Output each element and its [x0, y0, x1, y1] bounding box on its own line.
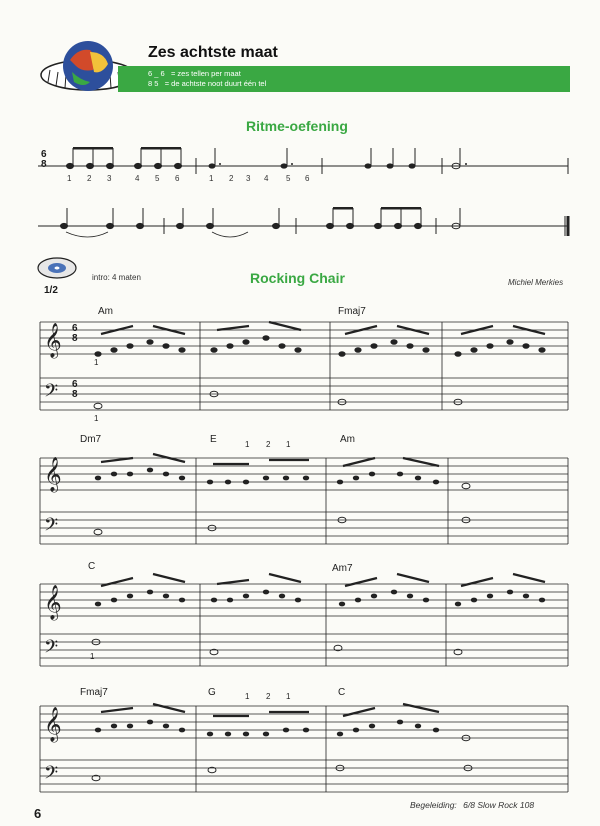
- svg-text:𝄢: 𝄢: [44, 762, 59, 787]
- rhythm-time-sig-bottom: 8: [41, 159, 47, 170]
- svg-text:𝄞: 𝄞: [44, 458, 62, 491]
- footer-label: Begeleiding:: [410, 800, 457, 810]
- footer-value: 6/8 Slow Rock 108: [463, 800, 535, 810]
- treble-time-sig-top: 6: [72, 323, 78, 334]
- chord-row3-1: C: [88, 561, 96, 572]
- count-1-1: 1: [67, 174, 72, 183]
- chord-row3-2: Am7: [332, 563, 353, 574]
- chord-row2-3: Am: [340, 434, 355, 445]
- chord-row4-3: C: [338, 687, 346, 698]
- chord-row2-2: E: [210, 434, 217, 445]
- finger-row2-3: 1: [286, 440, 291, 449]
- finger-bass-row3: 1: [90, 652, 95, 661]
- count-2-4: 4: [264, 174, 269, 183]
- finger-bass-row1: 1: [94, 414, 99, 423]
- cd-icon: [36, 252, 78, 282]
- accompaniment-info: [410, 800, 534, 810]
- svg-text:𝄢: 𝄢: [44, 636, 59, 661]
- bass-time-signature: [72, 380, 78, 400]
- info-sig-2: 8 5: [148, 79, 159, 88]
- count-2-6: 6: [305, 174, 310, 183]
- count-2-5: 5: [286, 174, 291, 183]
- svg-text:𝄞: 𝄞: [44, 586, 62, 619]
- treble-time-signature: [72, 324, 78, 344]
- count-2-1: 1: [209, 174, 214, 183]
- finger-row4-1: 1: [245, 692, 250, 701]
- count-1-5: 5: [155, 174, 160, 183]
- count-2-2: 2: [229, 174, 234, 183]
- chord-row4-2: G: [208, 687, 216, 698]
- treble-time-sig-bottom: 8: [72, 333, 78, 344]
- svg-text:𝄞: 𝄞: [44, 708, 62, 741]
- page-title: Zes achtste maat: [148, 44, 278, 61]
- chord-row1-2: Fmaj7: [338, 306, 366, 317]
- rhythm-time-signature: [41, 150, 47, 170]
- count-1-3: 3: [107, 174, 112, 183]
- chord-row1-1: Am: [98, 306, 113, 317]
- bass-time-sig-bottom: 8: [72, 389, 78, 400]
- info-text-1: = zes tellen per maat: [170, 69, 241, 78]
- info-text-2: = de achtste noot duurt één tel: [164, 79, 267, 88]
- composer: Michiel Merkies: [508, 278, 564, 287]
- finger-treble-row1: 1: [94, 358, 99, 367]
- svg-text:𝄢: 𝄢: [44, 514, 59, 539]
- svg-text:𝄢: 𝄢: [44, 380, 59, 405]
- count-1-6: 6: [175, 174, 180, 183]
- svg-text:𝄞: 𝄞: [44, 324, 62, 357]
- count-2-3: 3: [246, 174, 251, 183]
- rhythm-time-sig-top: 6: [41, 149, 47, 160]
- finger-row4-2: 2: [266, 692, 271, 701]
- finger-row2-2: 2: [266, 440, 271, 449]
- page-number: 6: [34, 806, 42, 821]
- rhythm-heading: Ritme-oefening: [246, 118, 348, 134]
- song-title: Rocking Chair: [250, 270, 345, 286]
- info-sig-1: 6 _ 6: [148, 69, 165, 78]
- intro-text: intro: 4 maten: [92, 273, 141, 282]
- count-1-2: 2: [87, 174, 92, 183]
- chord-row2-1: Dm7: [80, 434, 102, 445]
- finger-row4-3: 1: [286, 692, 291, 701]
- bass-time-sig-top: 6: [72, 379, 78, 390]
- finger-row2-1: 1: [245, 440, 250, 449]
- track-number: 1/2: [44, 285, 58, 296]
- chord-row4-1: Fmaj7: [80, 687, 108, 698]
- count-1-4: 4: [135, 174, 140, 183]
